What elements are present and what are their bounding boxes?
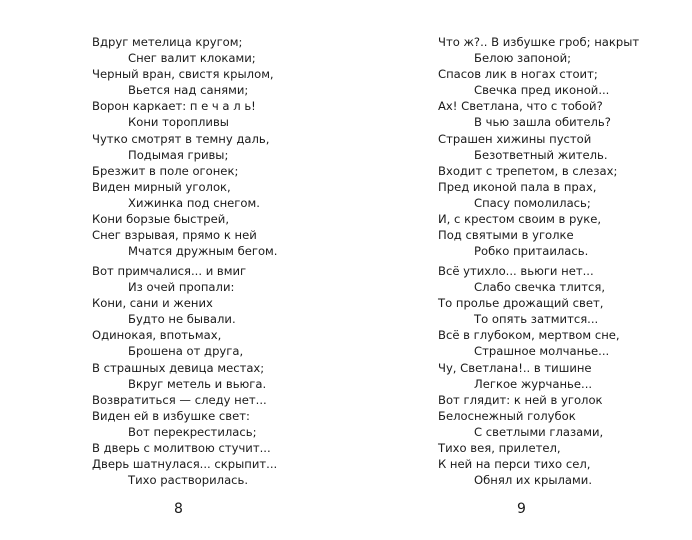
verse-line: Виден ей в избушке свет: [92, 408, 250, 423]
verse-line: Подымая гривы; [128, 147, 229, 162]
verse-line: Слабо свечка тлится, [474, 280, 606, 295]
verse-line: В чью зашла обитель? [474, 115, 611, 130]
verse-line: Снег валит клоками; [128, 51, 256, 66]
verse-line: Пред иконой пала в прах, [438, 179, 597, 194]
verse-line: Страшное молчанье... [474, 344, 610, 359]
verse-line: Снег взрывая, прямо к ней [92, 228, 257, 243]
right-page [346, 0, 692, 540]
verse-line: Чу, Светлана!.. в тишине [438, 360, 592, 375]
verse-line: Одинокая, впотьмах, [92, 328, 222, 343]
verse-line: Белоснежный голубок [438, 408, 576, 423]
stanza-2 [92, 263, 277, 488]
verse-line: Вкруг метель и вьюга. [128, 376, 267, 391]
verse-line: Безответный житель. [474, 147, 608, 162]
verse-line: Вдруг метелица кругом; [92, 35, 243, 49]
verse-line: Входит с трепетом, в слезах; [438, 163, 618, 178]
stanza-1 [92, 34, 278, 259]
verse-line: Из очей пропали: [128, 280, 235, 295]
verse-line: Ах! Светлана, что с тобой? [438, 99, 603, 114]
verse-line: Кони борзые быстрей, [92, 212, 230, 227]
verse-line: С светлыми глазами, [474, 424, 604, 439]
stanza-3 [438, 34, 639, 259]
verse-line: Мчатся дружным бегом. [128, 244, 278, 259]
page-number-right: 9 [517, 501, 526, 517]
verse-line: Возвратиться — следу нет... [92, 392, 267, 407]
verse-line: Будто не бывали. [128, 312, 236, 327]
verse-line: Под святыми в уголке [438, 228, 574, 243]
verse-line: Робко притаилась. [474, 244, 589, 259]
verse-line: Всё утихло... вьюги нет... [438, 264, 594, 278]
stanza-4 [438, 263, 620, 488]
verse-line: Спасу помолилась; [474, 195, 591, 210]
verse-line: Чутко смотрят в темну даль, [92, 131, 270, 146]
verse-line: Брошена от друга, [128, 344, 244, 359]
verse-line: В страшных девица местах; [92, 360, 265, 375]
verse-line: Кони торопливы [128, 115, 229, 130]
verse-line: Страшен хижины пустой [438, 131, 592, 146]
verse-line: Вот примчалися... и вмиг [92, 264, 247, 278]
verse-line: Что ж?.. В избушке гроб; накрыт [438, 35, 640, 49]
verse-line: Хижинка под снегом. [128, 195, 260, 210]
verse-line: Ворон каркает: п е ч а л ь! [92, 99, 256, 114]
verse-line: Тихо вея, прилетел, [438, 441, 561, 456]
verse-line: В дверь с молитвою стучит... [92, 441, 271, 456]
verse-line: Черный вран, свистя крылом, [92, 67, 274, 82]
verse-line: То опять затмится... [474, 312, 599, 327]
verse-line: Спасов лик в ногах стоит; [438, 67, 598, 82]
verse-line: Тихо растворилась. [128, 473, 249, 488]
verse-line: Кони, сани и жених [92, 296, 213, 311]
verse-line: И, с крестом своим в руке, [438, 212, 602, 227]
verse-line: Легкое журчанье... [474, 376, 593, 391]
verse-line: К ней на перси тихо сел, [438, 457, 591, 472]
verse-line: Дверь шатнулася... скрыпит... [92, 457, 278, 472]
verse-line: Виден мирный уголок, [92, 179, 231, 194]
verse-line: Вьется над санями; [128, 83, 249, 98]
verse-line: То пролье дрожащий свет, [438, 296, 604, 311]
verse-line: Белою запоной; [474, 51, 572, 66]
verse-line: Вот глядит: к ней в уголок [438, 392, 603, 407]
verse-line: Брезжит в поле огонек; [92, 163, 239, 178]
page-number-left: 8 [174, 501, 183, 517]
verse-line: Обнял их крылами. [474, 473, 593, 488]
verse-line: Свечка пред иконой... [474, 83, 610, 98]
verse-line: Вот перекрестилась; [128, 424, 257, 439]
verse-line: Всё в глубоком, мертвом сне, [438, 328, 620, 343]
